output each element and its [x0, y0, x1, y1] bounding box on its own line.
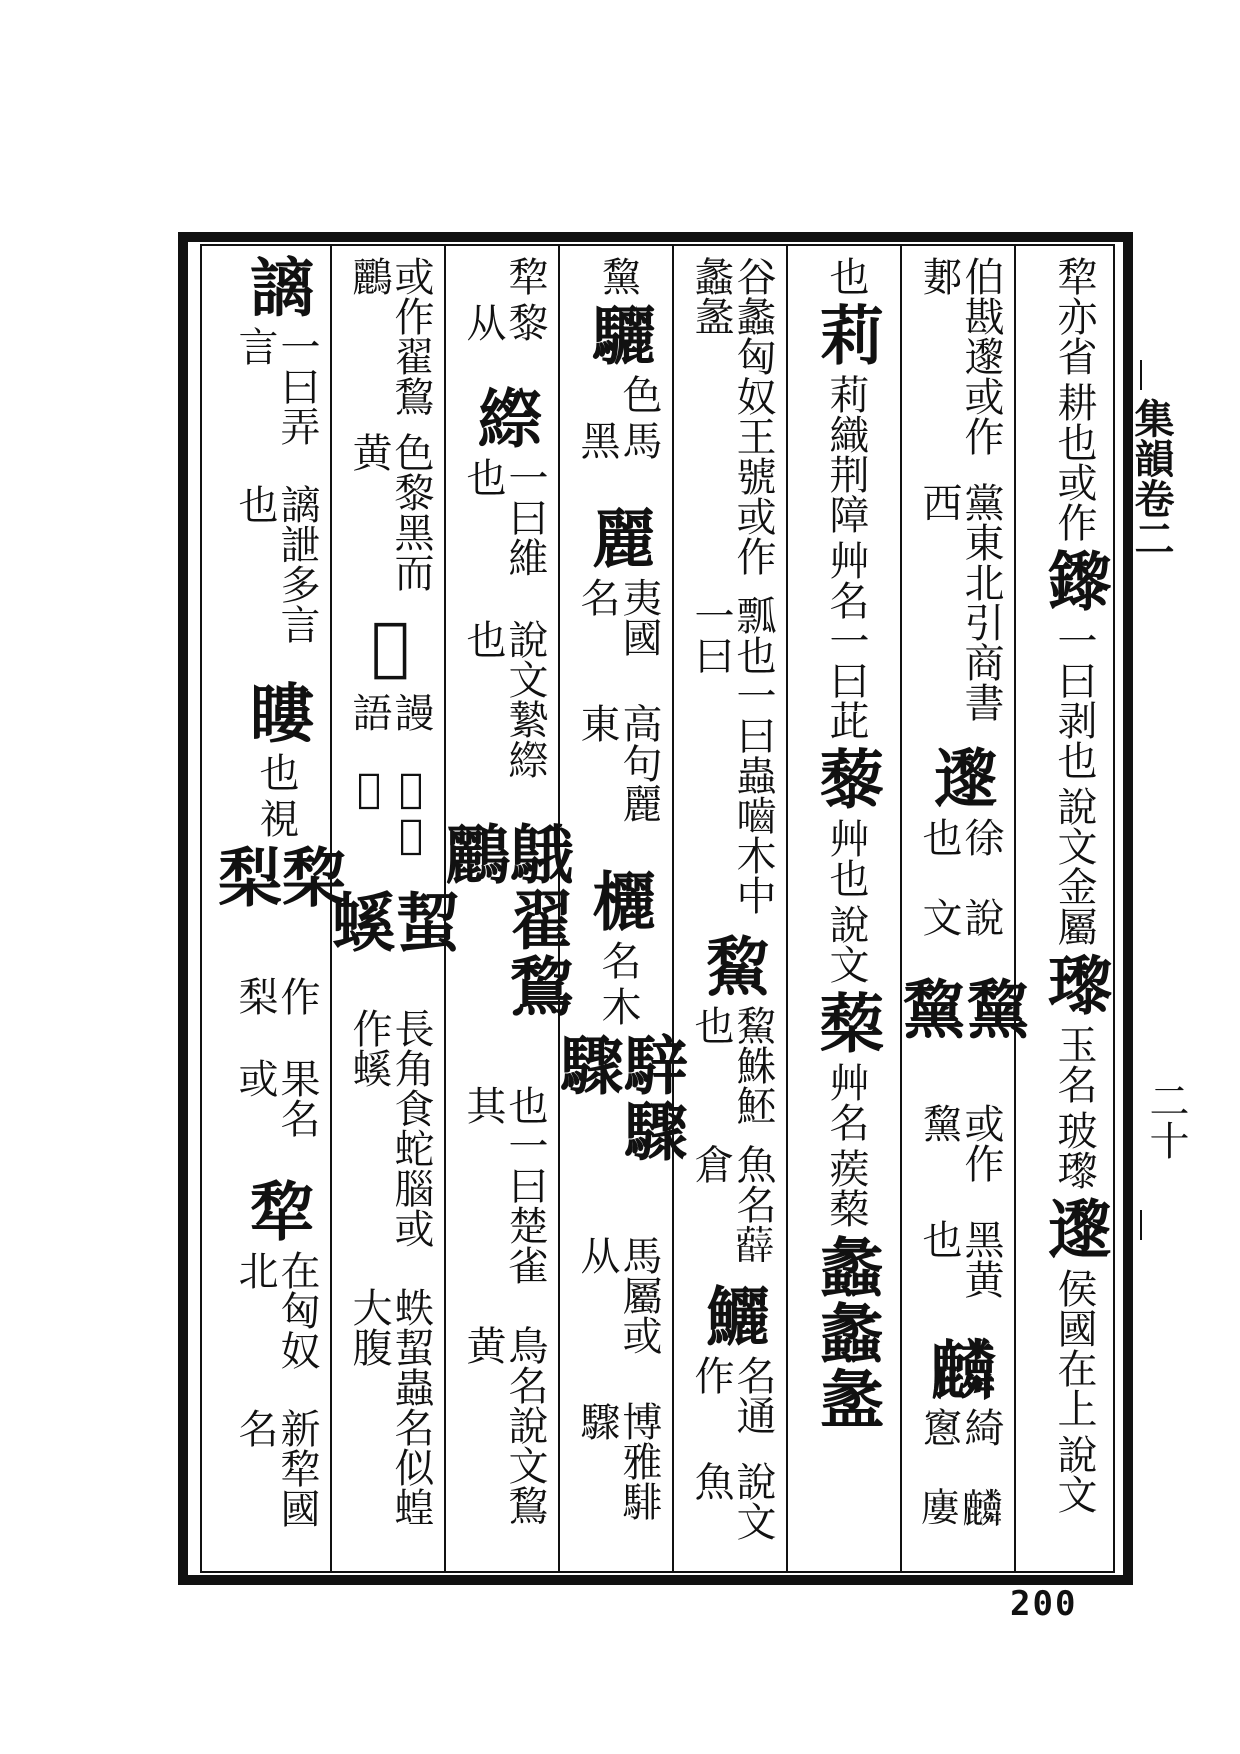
gloss-line: 瓢也一曰蟲嚙木中一曰 — [688, 594, 776, 915]
gloss-note — [462, 256, 546, 379]
gloss-note — [918, 1407, 1002, 1560]
gloss-line: 也 — [823, 256, 869, 296]
gloss-line: 博雅騑驟 — [574, 1400, 662, 1521]
gloss-line: 犂 — [502, 256, 548, 296]
gloss-line: 色黎黑而黄 — [346, 432, 434, 593]
gloss-note — [1053, 1268, 1095, 1514]
margin-leaf-number: 二十 — [1143, 1080, 1189, 1160]
gloss-line: 鳥名說文鵹黄 — [460, 1325, 548, 1526]
gloss-line: 艸也 — [823, 818, 869, 898]
gloss-line: 黧 — [595, 256, 641, 296]
gloss-line: 綺窻 — [916, 1407, 1004, 1448]
gloss-note — [234, 326, 318, 674]
column-rule — [1014, 246, 1016, 1571]
gloss-note — [234, 1250, 318, 1560]
gloss-line: 說文 — [1051, 1434, 1097, 1514]
gloss-note — [576, 374, 660, 499]
headword: 欐 — [581, 868, 656, 935]
gloss-note — [462, 1085, 546, 1560]
headword: 蔾 — [809, 990, 884, 1056]
headword: 謧 — [239, 254, 314, 320]
gloss-line: 𪋷廔 — [916, 1486, 1004, 1527]
gloss-note — [348, 692, 432, 883]
headword: 黧黧 — [891, 976, 1030, 1042]
gloss-note — [597, 256, 639, 296]
gloss-line: 莉織荆障 — [823, 374, 869, 534]
gloss-line: 耕也或作 — [1051, 382, 1097, 542]
gloss-line: 色 — [616, 374, 662, 414]
gloss-line: 說文縶縩也 — [460, 619, 548, 780]
gloss-line: 長角食蛇腦或作螇 — [346, 1008, 434, 1249]
text-column — [792, 252, 900, 1564]
gloss-note — [825, 1062, 867, 1228]
gloss-line: 名通作 — [688, 1355, 776, 1436]
gloss-note — [825, 818, 867, 984]
gloss-line: 一曰維也 — [460, 457, 548, 578]
text-column — [1020, 252, 1128, 1564]
headword: 𢡪 — [353, 608, 428, 686]
headword: 䳘翟鵹鸝 — [435, 820, 574, 1019]
headword: 麗 — [581, 505, 656, 572]
text-column — [207, 252, 346, 1564]
headword: 驪 — [581, 302, 656, 368]
headword: 鯬 — [695, 933, 770, 1000]
fold-mark — [1140, 1210, 1142, 1240]
headword: 莉 — [809, 302, 884, 368]
gloss-note — [462, 457, 546, 815]
gloss-note — [348, 1008, 432, 1560]
gloss-line: 蒺蔾 — [823, 1148, 869, 1228]
fold-mark — [1140, 360, 1142, 390]
gloss-line: 黨東北引商書西 — [916, 482, 1004, 723]
gloss-line: 一曰弄言 — [232, 326, 320, 446]
page-number: 200 — [1010, 1584, 1078, 1624]
gloss-line: 名 — [595, 940, 641, 981]
headword: 犂 — [239, 1177, 314, 1244]
headword: 縩 — [467, 385, 542, 452]
gloss-line: 鯬鮢魾也 — [688, 1005, 776, 1126]
gloss-note — [918, 256, 1002, 739]
headword: 𪋷 — [923, 1335, 998, 1402]
text-column — [891, 252, 1030, 1564]
headword: 蠡蠡盠 — [809, 1234, 884, 1432]
gloss-line: 夷國名 — [574, 577, 662, 658]
gloss-line: 馬黑 — [574, 420, 662, 460]
headword: 棃梨 — [207, 844, 346, 911]
gloss-line: 谷蠡匈奴王號或作蠡盠 — [688, 256, 776, 576]
gloss-line: 木 — [595, 986, 641, 1027]
gloss-line: 玻瓈 — [1051, 1110, 1097, 1190]
gloss-line: 艸名 — [823, 1062, 869, 1142]
gloss-note — [576, 1235, 660, 1560]
column-rule — [900, 246, 902, 1571]
gloss-line: 作梨 — [232, 975, 320, 1016]
headword: 蛪螇 — [321, 889, 460, 956]
gloss-line: 魚名𧀼倉 — [688, 1144, 776, 1265]
gloss-note — [576, 577, 660, 862]
gloss-line: 黎从 — [460, 302, 548, 342]
gloss-note — [690, 1355, 774, 1560]
text-column — [678, 252, 786, 1564]
gloss-line: 說文金屬 — [1051, 786, 1097, 946]
column-rule — [786, 246, 788, 1571]
gloss-note — [1053, 620, 1095, 946]
gloss-line: 說文 — [823, 904, 869, 984]
gloss-note — [348, 256, 432, 603]
gloss-note — [255, 752, 297, 838]
text-column — [435, 252, 574, 1564]
gloss-line: 果名或 — [232, 1057, 320, 1138]
headword: 鑗 — [1037, 548, 1112, 614]
gloss-line: 說文 — [916, 896, 1004, 937]
gloss-line: 說文魚 — [688, 1460, 776, 1541]
gloss-line: 徐也 — [916, 817, 1004, 858]
gloss-line: 黑黄也 — [916, 1219, 1004, 1300]
gloss-line: 也 — [253, 752, 299, 793]
gloss-line: 蛈蛪蟲名似蝗大腹 — [346, 1287, 434, 1528]
gloss-note — [918, 817, 1002, 970]
text-column — [321, 252, 460, 1564]
headword: 藜 — [809, 746, 884, 812]
gloss-note — [825, 256, 867, 296]
gloss-line: 侯國在上 — [1051, 1268, 1097, 1428]
gloss-note — [1053, 256, 1095, 542]
gloss-line: 在匈奴北 — [232, 1249, 320, 1370]
gloss-note — [234, 976, 318, 1172]
gloss-line: 馬屬或从 — [574, 1235, 662, 1356]
gloss-line: 視 — [253, 798, 299, 839]
column-rule — [672, 246, 674, 1571]
gloss-line: 謾語 — [346, 691, 434, 732]
gloss-line: 高句麗東 — [574, 702, 662, 823]
gloss-line: 新犂國名 — [232, 1407, 320, 1528]
headword: 邌 — [923, 745, 998, 812]
gloss-note — [690, 1005, 774, 1277]
headword: 瞜 — [239, 680, 314, 747]
gloss-note — [825, 374, 867, 740]
gloss-line: 謧詍多言也 — [232, 484, 320, 645]
gloss-line: 犂亦省 — [1051, 256, 1097, 376]
gloss-line: 𢡪怟欺 — [346, 765, 434, 858]
gloss-note — [1053, 1024, 1095, 1190]
gloss-note — [918, 1103, 1002, 1329]
gloss-line: 或作黧 — [916, 1103, 1004, 1184]
gloss-line: 玉名 — [1051, 1024, 1097, 1104]
gloss-line: 一曰剥也 — [1051, 620, 1097, 780]
headword: 騂驟驟 — [549, 1032, 688, 1165]
headword: 鱺 — [695, 1283, 770, 1350]
gloss-line: 也一曰楚雀其 — [460, 1084, 548, 1285]
headword: 邌 — [1037, 1196, 1112, 1262]
gloss-line: 艸名一曰茈 — [823, 540, 869, 740]
gloss-note — [690, 256, 774, 927]
text-column — [549, 252, 688, 1564]
gloss-line: 或作翟鵹鸝 — [346, 256, 434, 417]
headword: 瓈 — [1037, 952, 1112, 1018]
margin-book-title: 集韻卷二 — [1128, 398, 1175, 558]
gloss-line: 伯戡邌或作郪 — [916, 256, 1004, 456]
gloss-note — [597, 940, 639, 1026]
